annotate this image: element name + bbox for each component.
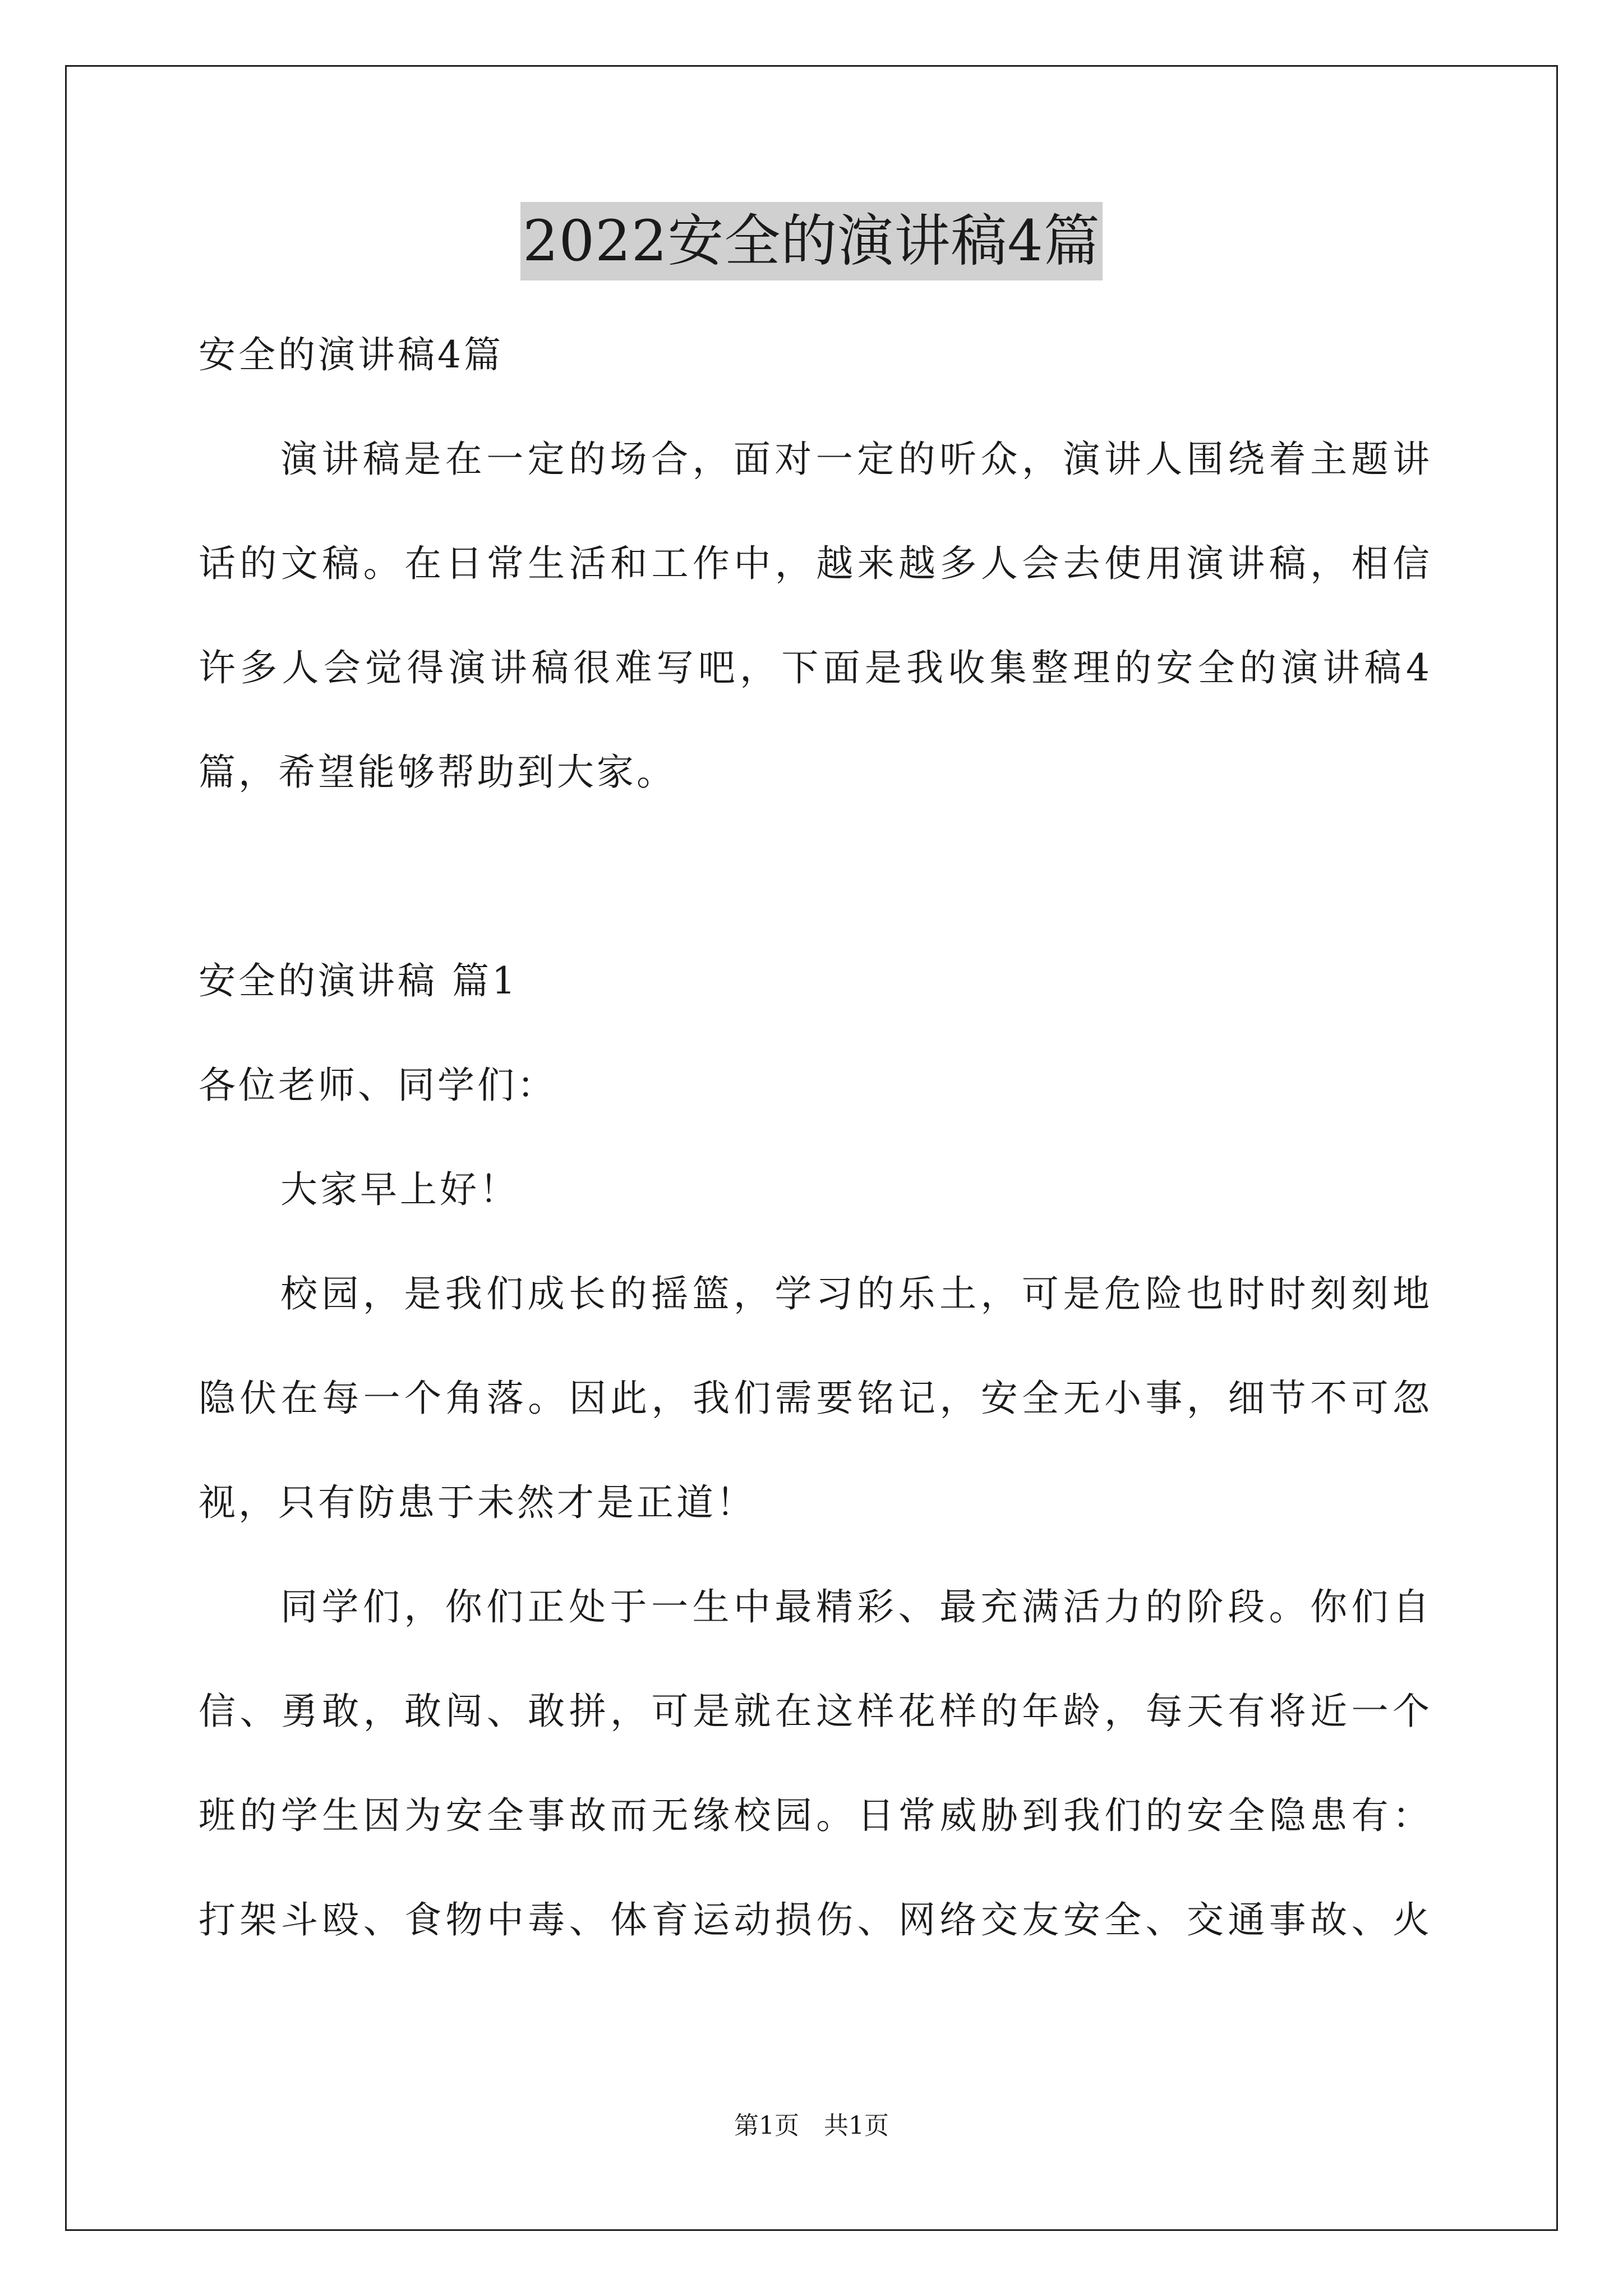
document-title: 2022安全的演讲稿4篇 (520, 202, 1103, 280)
document-subtitle: 安全的演讲稿4篇 (199, 333, 504, 376)
paragraph1-line-1: 校园，是我们成长的摇篮，学习的乐土，可是危险也时时刻刻地 (280, 1272, 1432, 1315)
paragraph2-line-2: 信、勇敢，敢闯、敢拼，可是就在这样花样的年龄，每天有将近一个 (199, 1690, 1432, 1733)
intro-line-2: 话的文稿。在日常生活和工作中，越来越多人会去使用演讲稿，相信 (199, 542, 1432, 585)
intro-line-4: 篇，希望能够帮助到大家。 (199, 751, 676, 794)
title-container (0, 202, 1623, 280)
salutation: 各位老师、同学们： (199, 1064, 557, 1107)
paragraph1-line-2: 隐伏在每一个角落。因此，我们需要铭记，安全无小事，细节不可忽 (199, 1377, 1432, 1420)
paragraph1-line-3: 视，只有防患于未然才是正道！ (199, 1481, 756, 1524)
intro-line-3: 许多人会觉得演讲稿很难写吧，下面是我收集整理的安全的演讲稿4 (199, 646, 1432, 689)
paragraph2-line-4: 打架斗殴、食物中毒、体育运动损伤、网络交友安全、交通事故、火 (199, 1898, 1432, 1941)
paragraph2-line-3: 班的学生因为安全事故而无缘校园。日常威胁到我们的安全隐患有： (199, 1794, 1432, 1837)
greeting: 大家早上好！ (280, 1168, 519, 1211)
section-spacer (199, 825, 1432, 929)
intro-line-1: 演讲稿是在一定的场合，面对一定的听众，演讲人围绕着主题讲 (280, 438, 1432, 481)
section-heading: 安全的演讲稿 篇1 (199, 959, 518, 1002)
paragraph2-line-1: 同学们，你们正处于一生中最精彩、最充满活力的阶段。你们自 (280, 1585, 1432, 1628)
page-footer: 第1页 共1页 (734, 2111, 889, 2140)
document-body (199, 303, 1432, 1972)
